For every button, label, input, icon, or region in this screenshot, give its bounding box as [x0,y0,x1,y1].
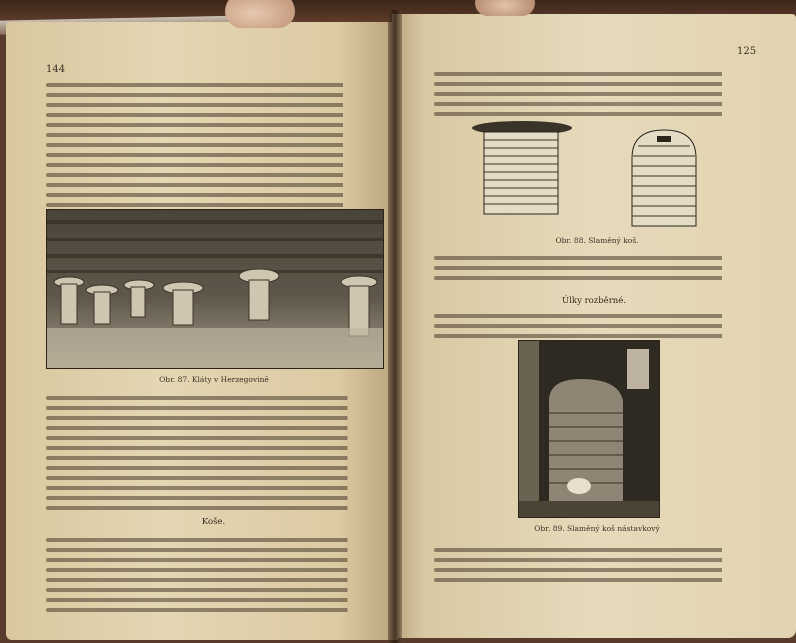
skep-with-roof [472,121,572,214]
thumb-left [225,0,295,28]
figure-89-photo [518,340,660,518]
thumb-right [475,0,535,16]
left-page [6,22,398,640]
left-text-block-middle [46,390,381,516]
figure-89-caption: Obr. 89. Slaměný koš nástavkový [534,524,660,533]
right-text-block-upper [434,250,754,286]
left-page-number: 144 [46,64,66,75]
left-section-heading: Koše. [201,517,226,527]
figure-88-caption: Obr. 88. Slaměný koš. [555,236,639,245]
right-text-block-top [434,66,754,122]
skep-dome [632,130,696,226]
right-text-block-bottom [434,542,754,588]
right-page [392,14,796,638]
left-text-block-bottom [46,532,381,618]
straw-skep-illustrations [472,118,712,230]
right-page-number: 125 [737,46,757,57]
stone-hives-image [47,210,383,368]
figure-87-photo [46,209,384,369]
right-section-heading: Úlky rozběrné. [562,296,626,306]
figure-87-caption: Obr. 87. Kláty v Herzegovině [159,375,269,384]
right-text-block-middle [434,308,754,344]
stacked-skep-image [519,341,659,517]
book-gutter [388,10,402,643]
